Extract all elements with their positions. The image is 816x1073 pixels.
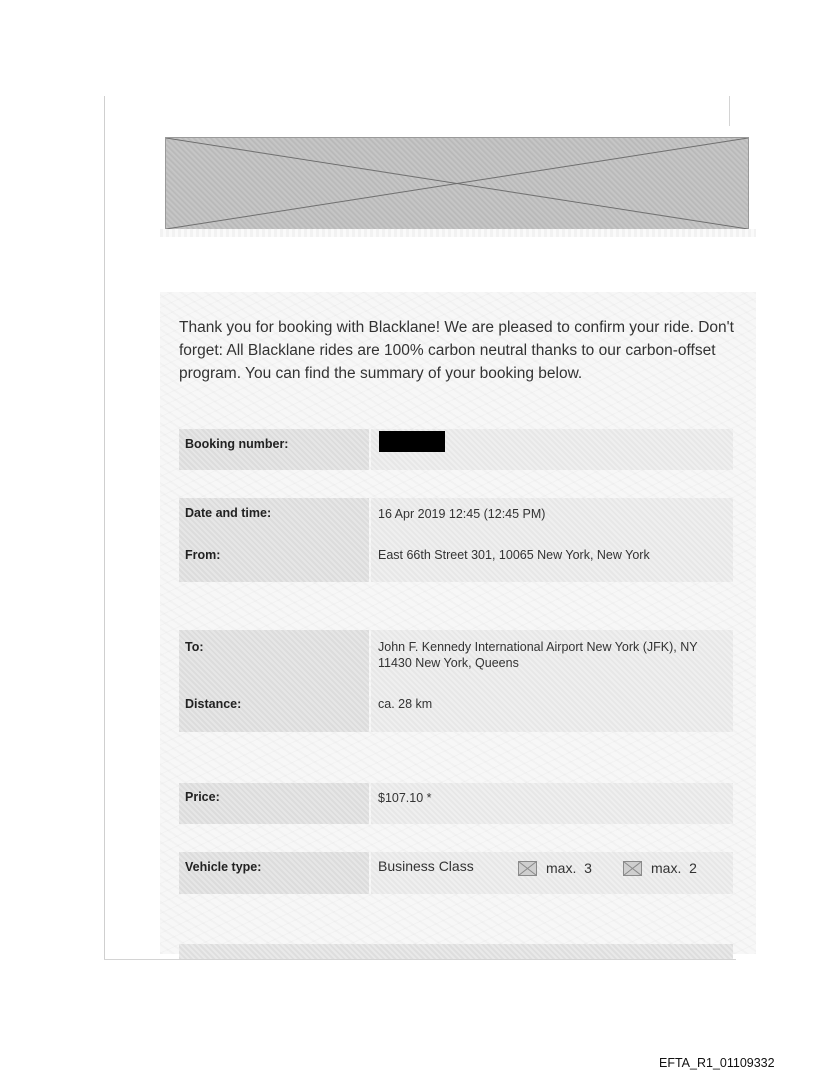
intro-paragraph: Thank you for booking with Blacklane! We are pleased to confirm your ride. Don't forget: All Blacklane rides are 100% carbon neutral thanks to our carbon-offset program. You can find the summary of your booking below. (179, 319, 734, 382)
label-cell (179, 429, 369, 470)
header-image-placeholder (165, 137, 749, 230)
next-row-edge (179, 944, 733, 959)
luggage-icon (623, 861, 642, 876)
vehicle-type-row (179, 852, 733, 894)
from-label: From: (185, 548, 221, 562)
booking-number-row (179, 429, 733, 470)
header-strip (160, 229, 756, 237)
to-distance-block (179, 630, 733, 732)
price-label: Price: (185, 790, 220, 804)
page-frame-bottom (104, 959, 736, 960)
passenger-capacity-value: max. 3 (546, 860, 592, 876)
luggage-capacity (623, 860, 697, 876)
datetime-from-block (179, 498, 733, 582)
vehicle-class-value: Business Class (378, 858, 474, 874)
passenger-icon (518, 861, 537, 876)
datetime-value: 16 Apr 2019 12:45 (12:45 PM) (378, 507, 546, 521)
page-frame-left (104, 96, 105, 960)
value-cell (371, 630, 733, 732)
label-cell (179, 498, 369, 582)
passenger-capacity (518, 860, 592, 876)
price-value: $107.10 * (378, 791, 432, 805)
luggage-capacity-value: max. 2 (651, 860, 697, 876)
value-cell (371, 783, 733, 824)
label-cell (179, 783, 369, 824)
redaction-box (379, 431, 445, 452)
booking-number-label: Booking number: (185, 437, 289, 451)
from-value: East 66th Street 301, 10065 New York, New York (378, 548, 650, 562)
value-cell (371, 498, 733, 582)
label-cell (179, 630, 369, 732)
broken-image-icon (166, 138, 748, 229)
vehicle-type-label: Vehicle type: (185, 860, 262, 874)
price-row (179, 783, 733, 824)
label-cell (179, 852, 369, 894)
document-id: EFTA_R1_01109332 (659, 1056, 775, 1070)
value-cell (371, 852, 733, 894)
distance-label: Distance: (185, 697, 242, 711)
datetime-label: Date and time: (185, 506, 272, 520)
to-value: John F. Kennedy International Airport New York (JFK), NY 11430 New York, Queens (378, 640, 698, 670)
to-label: To: (185, 640, 204, 654)
page-frame-right (729, 96, 730, 126)
distance-value: ca. 28 km (378, 697, 433, 711)
